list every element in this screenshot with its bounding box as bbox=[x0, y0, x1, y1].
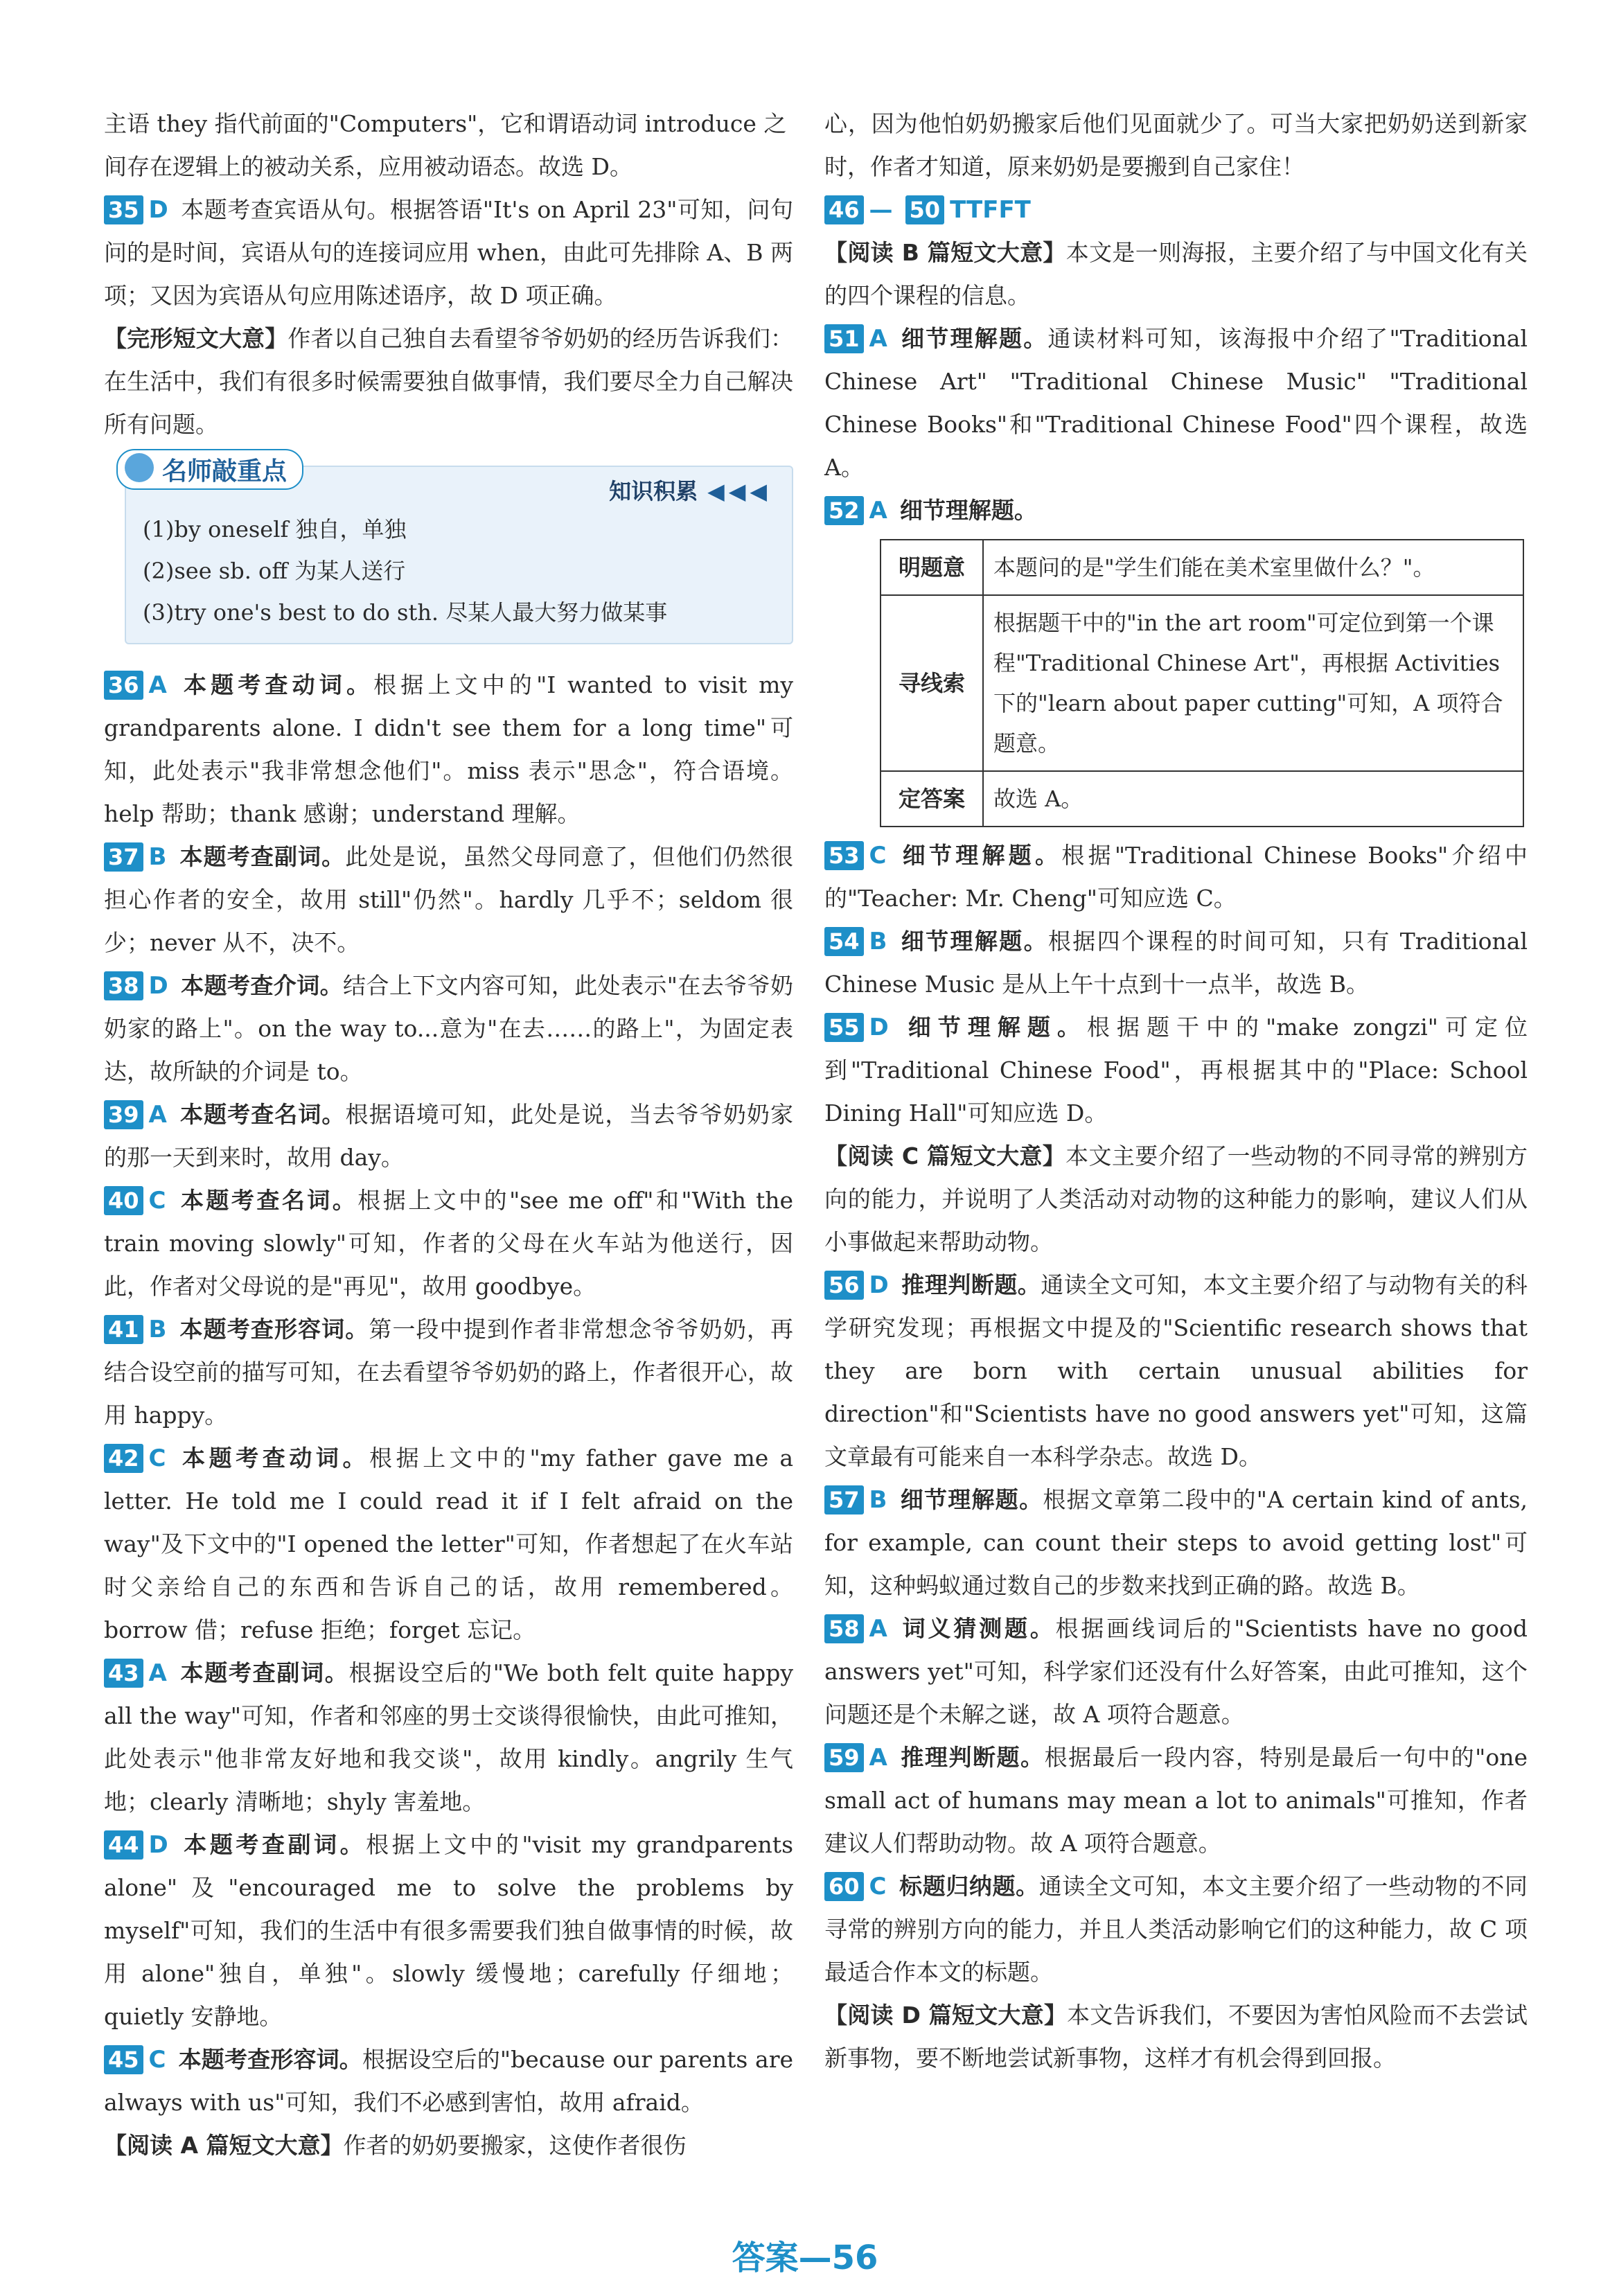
answer-letter: D bbox=[869, 1014, 889, 1041]
row-value: 本题问的是"学生们能在美术室里做什么？"。 bbox=[983, 540, 1523, 595]
reading-b-summary bbox=[824, 231, 1528, 317]
tip-title bbox=[116, 449, 303, 490]
answer-39 bbox=[104, 1093, 793, 1179]
answer-letter: A bbox=[148, 1101, 167, 1129]
question-number: 40 bbox=[104, 1186, 143, 1215]
tip-kind bbox=[609, 474, 771, 506]
summary-label: 【阅读 B 篇短文大意】 bbox=[824, 239, 1066, 266]
explanation: 第一段中提到作者非常想念爷爷奶奶，再结合设空前的描写可知，在去看望爷爷奶奶的路上，作者很开心，故用 happy。 bbox=[104, 1316, 794, 1429]
summary-label: 【阅读 C 篇短文大意】 bbox=[824, 1142, 1066, 1169]
arrow-left-icon: ◀◀◀ bbox=[707, 478, 771, 504]
answer-58 bbox=[824, 1607, 1528, 1736]
answer-letter: D bbox=[148, 196, 168, 224]
explanation: 根据上文中的"my father gave me a letter. He told me I could read it if I felt afraid on the way"及下文中的"I opened the letter"可知，作者想起了在火车站时父亲给自己的东西和告诉自己的话，故用 remembered。borrow 借；refuse 拒绝；forget 忘记。 bbox=[104, 1445, 793, 1643]
answer-51 bbox=[824, 317, 1528, 489]
answer-45 bbox=[104, 2038, 793, 2124]
question-number: 59 bbox=[824, 1743, 864, 1772]
question-type: 本题考查副词。 bbox=[179, 843, 346, 870]
explanation: 通读全文可知，本文主要介绍了与动物有关的科学研究发现；再根据文中提及的"Scientific research shows that they are born with certain unusual abilities for direction"和"Scientists have no good answers yet"可知，这篇文章最有可能来自一本科学杂志。故选 D。 bbox=[824, 1271, 1528, 1470]
question-number: 39 bbox=[104, 1100, 143, 1129]
answer-letter: A bbox=[869, 325, 887, 353]
answer-letter: C bbox=[869, 842, 887, 869]
question-type: 本题考查名词。 bbox=[178, 1187, 358, 1214]
answer-41 bbox=[104, 1308, 793, 1437]
answer-letter: B bbox=[869, 928, 887, 955]
question-number: 56 bbox=[824, 1271, 864, 1300]
answer-55 bbox=[824, 1006, 1528, 1135]
right-column bbox=[824, 103, 1528, 2080]
answer-letter: A bbox=[869, 1744, 887, 1772]
teacher-icon bbox=[125, 453, 154, 482]
row-key: 寻线索 bbox=[881, 595, 983, 771]
answer-42 bbox=[104, 1437, 793, 1652]
cloze-summary bbox=[104, 317, 793, 446]
answer-56 bbox=[824, 1264, 1528, 1478]
row-key: 定答案 bbox=[881, 771, 983, 827]
teacher-tip-box bbox=[125, 457, 793, 644]
table-row bbox=[881, 771, 1523, 827]
answer-38 bbox=[104, 964, 793, 1093]
summary-text: 本文主要介绍了一些动物的不同寻常的辨别方向的能力，并说明了人类活动对动物的这种能力的影响，建议人们从小事做起来帮助动物。 bbox=[824, 1142, 1528, 1255]
answer-letter: A bbox=[148, 1659, 167, 1687]
answer-letter: D bbox=[869, 1271, 889, 1299]
explanation: 根据语境可知，此处是说，当去爷爷奶奶家的那一天到来时，故用 day。 bbox=[104, 1101, 794, 1171]
answer-35 bbox=[104, 188, 793, 317]
left-column bbox=[104, 103, 793, 2167]
question-number: 58 bbox=[824, 1614, 864, 1643]
question-number: 51 bbox=[824, 324, 864, 353]
answer-52 bbox=[824, 489, 1528, 532]
question-type: 细节理解题。 bbox=[899, 325, 1048, 352]
question-type: 本题考查形容词。 bbox=[178, 2046, 362, 2073]
summary-text: 本文是一则海报，主要介绍了与中国文化有关的四个课程的信息。 bbox=[824, 239, 1528, 309]
question-number: 36 bbox=[104, 671, 143, 700]
intro-line-1: 主语 they 指代前面的"Computers"，它和谓语动词 introduce 之 bbox=[104, 110, 787, 137]
answer-letter: A bbox=[148, 671, 167, 699]
question-number: 37 bbox=[104, 842, 143, 872]
question-type: 推理判断题。 bbox=[899, 1744, 1045, 1771]
question-number: 46 bbox=[824, 195, 864, 224]
question-number: 45 bbox=[104, 2045, 143, 2074]
explanation: 根据上文中的"see me off"和"With the train moving slowly"可知，作者的父母在火车站为他送行，因此，作者对父母说的是"再见"，故用 goodbye。 bbox=[104, 1187, 793, 1300]
tip-item-3: (3)try one's best to do sth. 尽某人最大努力做某事 bbox=[143, 599, 668, 626]
question-type: 本题考查介词。 bbox=[180, 972, 344, 999]
question-type: 本题考查动词。 bbox=[179, 671, 374, 698]
question-number: 60 bbox=[824, 1872, 864, 1901]
row-value: 故选 A。 bbox=[983, 771, 1523, 827]
explanation: 根据设空后的"because our parents are always with us"可知，我们不必感到害怕，故用 afraid。 bbox=[104, 2046, 793, 2116]
answer-letter: B bbox=[148, 1316, 167, 1343]
summary-label: 【阅读 D 篇短文大意】 bbox=[824, 2002, 1068, 2029]
tip-item-2: (2)see sb. off 为某人送行 bbox=[143, 558, 406, 584]
explanation: 通读材料可知，该海报中介绍了"Traditional Chinese Art" "Traditional Chinese Music" "Traditional Chinese Books"和"Traditional Chinese Food"四个课程，故选 A。 bbox=[824, 325, 1528, 481]
question-type: 本题考查副词。 bbox=[180, 1831, 366, 1858]
summary-label: 【完形短文大意】 bbox=[104, 325, 288, 352]
explanation: 根据四个课程的时间可知，只有 Traditional Chinese Music 是从上午十点到十一点半，故选 B。 bbox=[824, 928, 1528, 998]
explanation: 结合上下文内容可知，此处表示"在去爷爷奶奶家的路上"。on the way to...意为"在去……的路上"，为固定表达，故所缺的介词是 to。 bbox=[104, 972, 793, 1085]
explanation: 本题考查宾语从句。根据答语"It's on April 23"可知，问句问的是时间，宾语从句的连接词应用 when，由此可先排除 A、B 两项；又因为宾语从句应用陈述语序，故 D 项正确。 bbox=[104, 196, 793, 309]
question-type: 细节理解题。 bbox=[899, 1486, 1043, 1513]
summary-label: 【阅读 A 篇短文大意】 bbox=[104, 2132, 344, 2159]
explanation: 此处是说，虽然父母同意了，但他们仍然很担心作者的安全，故用 still"仍然"。hardly 几乎不；seldom 很少；never 从不，决不。 bbox=[104, 843, 794, 956]
question-number: 44 bbox=[104, 1830, 143, 1860]
answer-59 bbox=[824, 1736, 1528, 1865]
answer-letter: C bbox=[148, 2046, 166, 2074]
question-number: 57 bbox=[824, 1485, 864, 1515]
explanation: 根据画线词后的"Scientists have no good answers yet"可知，科学家们还没有什么好答案，由此可推知，这个问题还是个未解之谜，故 A 项符合题意。 bbox=[824, 1615, 1528, 1728]
answer-54 bbox=[824, 920, 1528, 1006]
question-type: 细节理解题。 bbox=[899, 497, 1037, 524]
answer-40 bbox=[104, 1179, 793, 1308]
analysis-table bbox=[880, 539, 1524, 827]
question-type: 本题考查名词。 bbox=[179, 1101, 346, 1128]
range-dash: — bbox=[869, 196, 893, 224]
answer-37 bbox=[104, 836, 793, 964]
reading-a-summary-continued: 心，因为他怕奶奶搬家后他们见面就少了。可当大家把奶奶送到新家时，作者才知道，原来奶奶是要搬到自己家住！ bbox=[824, 110, 1528, 180]
answer-letter: B bbox=[148, 843, 167, 871]
answer-letter: C bbox=[148, 1445, 166, 1472]
summary-text: 本文告诉我们，不要因为害怕风险而不去尝试新事物，要不断地尝试新事物，这样才有机会得到回报。 bbox=[824, 2002, 1528, 2072]
reading-c-summary bbox=[824, 1135, 1528, 1264]
question-number: 35 bbox=[104, 195, 143, 224]
row-key: 明题意 bbox=[881, 540, 983, 595]
question-type: 细节理解题。 bbox=[901, 1014, 1087, 1041]
summary-text: 作者以自己独自去看望爷爷奶奶的经历告诉我们：在生活中，我们有很多时候需要独自做事情，我们要尽全力自己解决所有问题。 bbox=[104, 325, 794, 438]
answer-46-50 bbox=[824, 188, 1528, 231]
table-row bbox=[881, 540, 1523, 595]
intro-line-2: 间存在逻辑上的被动关系，应用被动语态。故选 D。 bbox=[104, 153, 632, 180]
tip-item-1: (1)by oneself 独自，单独 bbox=[143, 516, 407, 542]
answer-letter: A bbox=[869, 497, 887, 524]
answer-letter: B bbox=[869, 1486, 887, 1514]
answer-letter: D bbox=[148, 1831, 168, 1859]
answer-letter: C bbox=[148, 1187, 166, 1215]
question-number: 42 bbox=[104, 1444, 143, 1473]
answer-letter: D bbox=[148, 972, 168, 1000]
table-row bbox=[881, 595, 1523, 771]
answer-36 bbox=[104, 664, 793, 836]
reading-a-summary bbox=[104, 2124, 793, 2167]
tip-title-text: 名师敲重点 bbox=[162, 457, 288, 486]
answer-43 bbox=[104, 1652, 793, 1823]
page-number: 答案—56 bbox=[732, 2238, 878, 2277]
explanation: 根据上文中的"I wanted to visit my grandparents alone. I didn't see them for a long time"可知，此处表示"我非常想念他们"。miss 表示"思念"，符合语境。help 帮助；thank 感谢；understand 理解。 bbox=[104, 671, 794, 827]
explanation: 根据题干中的"make zongzi"可定位到"Traditional Chinese Food"，再根据其中的"Place: School Dining Hall"可知应选 D。 bbox=[824, 1014, 1528, 1127]
question-type: 细节理解题。 bbox=[899, 842, 1062, 869]
question-type: 本题考查形容词。 bbox=[179, 1316, 369, 1343]
tip-kind-text: 知识积累 bbox=[609, 478, 698, 504]
question-number-end: 50 bbox=[905, 195, 945, 224]
answer-letters: TTFFT bbox=[950, 196, 1031, 224]
question-type: 词义猜测题。 bbox=[899, 1615, 1056, 1642]
question-type: 推理判断题。 bbox=[901, 1271, 1041, 1298]
answer-57 bbox=[824, 1478, 1528, 1607]
explanation: 根据文章第二段中的"A certain kind of ants, for example, can count their steps to avoid getting lost"可知，这种蚂蚁通过数自己的步数来找到正确的路。故选 B。 bbox=[824, 1486, 1528, 1599]
explanation: 通读全文可知，本文主要介绍了一些动物的不同寻常的辨别方向的能力，并且人类活动影响它们的这种能力，故 C 项最适合作本文的标题。 bbox=[824, 1873, 1528, 1986]
question-number: 55 bbox=[824, 1013, 864, 1042]
question-type: 细节理解题。 bbox=[899, 928, 1048, 955]
explanation: 根据最后一段内容，特别是最后一句中的"one small act of humans may mean a lot to animals"可推知，作者建议人们帮助动物。故 A 项符合题意。 bbox=[824, 1744, 1528, 1857]
question-number: 41 bbox=[104, 1315, 143, 1344]
answer-44 bbox=[104, 1823, 793, 2038]
question-type: 标题归纳题。 bbox=[899, 1873, 1039, 1900]
answer-53 bbox=[824, 834, 1528, 920]
question-type: 本题考查副词。 bbox=[179, 1659, 349, 1686]
explanation: 根据"Traditional Chinese Books"介绍中的"Teacher: Mr. Cheng"可知应选 C。 bbox=[824, 842, 1528, 912]
question-number: 53 bbox=[824, 841, 864, 870]
summary-text: 作者的奶奶要搬家，这使作者很伤 bbox=[343, 2132, 687, 2159]
explanation: 根据上文中的"visit my grandparents alone"及"encouraged me to solve the problems by myself"可知，我们的生活中有很多需要我们独自做事情的时候，故用 alone"独自，单独"。slowly 缓慢地；carefully 仔细地；quietly 安静地。 bbox=[104, 1831, 793, 2030]
question-type: 本题考查动词。 bbox=[178, 1445, 370, 1472]
answer-letter: A bbox=[869, 1615, 887, 1643]
question-number: 38 bbox=[104, 971, 143, 1000]
answer-letter: C bbox=[869, 1873, 887, 1900]
question-number: 52 bbox=[824, 496, 864, 525]
row-value: 根据题干中的"in the art room"可定位到第一个课程"Traditional Chinese Art"，再根据 Activities 下的"learn about paper cutting"可知，A 项符合题意。 bbox=[983, 595, 1523, 771]
reading-d-summary bbox=[824, 1994, 1528, 2080]
explanation: 根据设空后的"We both felt quite happy all the way"可知，作者和邻座的男士交谈得很愉快，由此可推知，此处表示"他非常友好地和我交谈"，故用 kindly。angrily 生气地；clearly 清晰地；shyly 害羞地。 bbox=[104, 1659, 794, 1815]
question-number: 54 bbox=[824, 927, 864, 956]
question-number: 43 bbox=[104, 1659, 143, 1688]
answer-60 bbox=[824, 1865, 1528, 1994]
